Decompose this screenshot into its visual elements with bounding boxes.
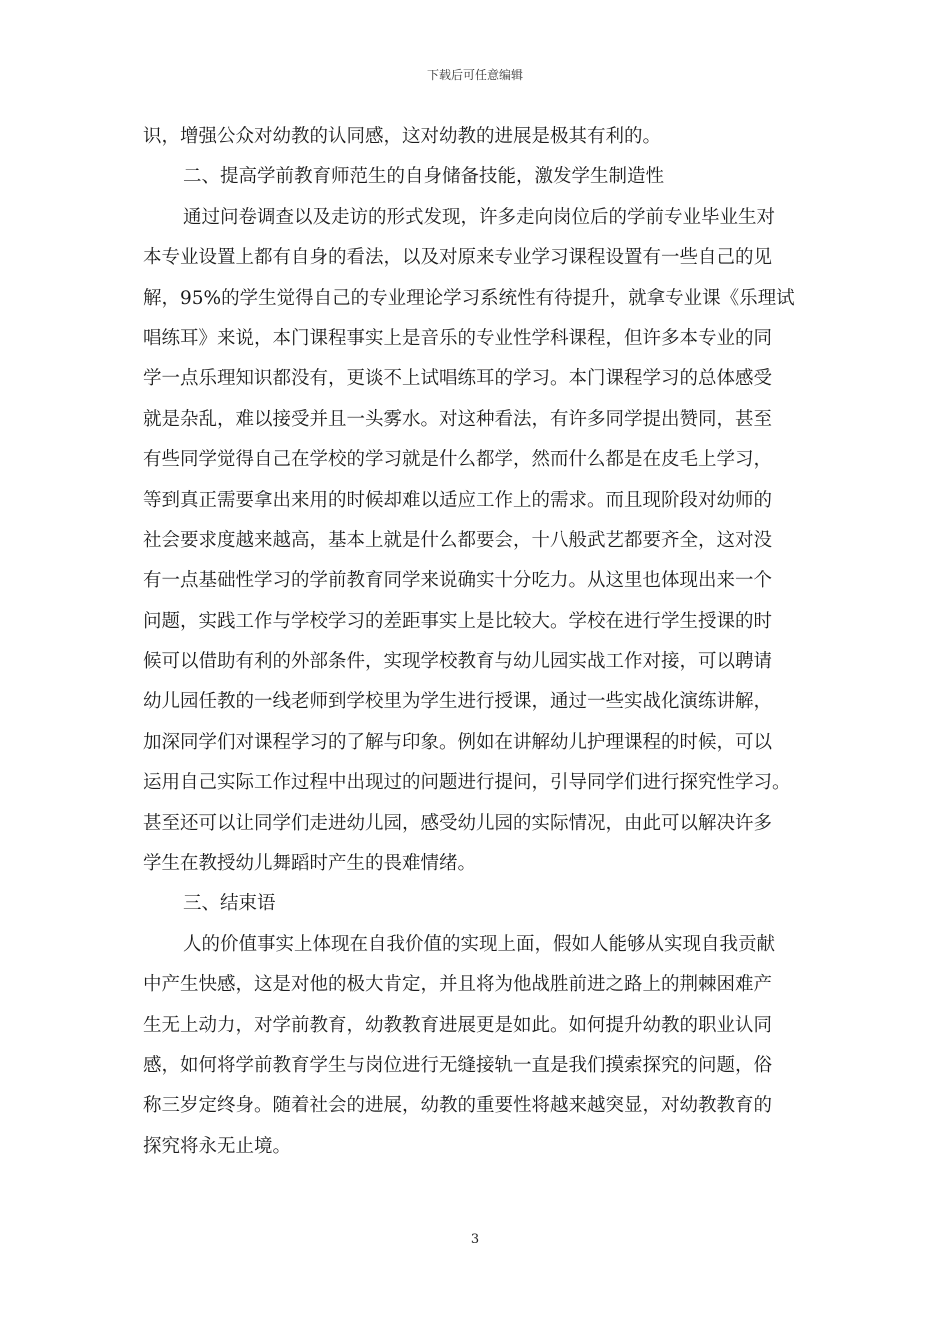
body-line: 生无上动力，对学前教育，幼教教育进展更是如此。如何提升幼教的职业认同 — [143, 1014, 773, 1036]
body-line: 学一点乐理知识都没有，更谈不上试唱练耳的学习。本门课程学习的总体感受 — [143, 368, 773, 390]
body-line: 唱练耳》来说，本门课程事实上是音乐的专业性学科课程，但许多本专业的同 — [143, 327, 773, 349]
body-line: 本专业设置上都有自身的看法，以及对原来专业学习课程设置有一些自己的见 — [143, 247, 773, 269]
body-line: 等到真正需要拿出来用的时候却难以适应工作上的需求。而且现阶段对幼师的 — [143, 489, 773, 511]
page-number: 3 — [470, 1232, 480, 1247]
paragraph-first-line: 通过问卷调查以及走访的形式发现，许多走向岗位后的学前专业毕业生对 — [183, 206, 776, 228]
body-line: 社会要求度越来越高，基本上就是什么都要会，十八般武艺都要齐全，这对没 — [143, 529, 773, 551]
body-line: 有些同学觉得自己在学校的学习就是什么都学，然而什么都是在皮毛上学习， — [143, 449, 773, 471]
page-header: 下载后可任意编辑 — [426, 68, 523, 82]
body-line: 甚至还可以让同学们走进幼儿园，感受幼儿园的实际情况，由此可以解决许多 — [143, 812, 773, 834]
body-line: 运用自己实际工作过程中出现过的问题进行提问，引导同学们进行探究性学习。 — [143, 772, 791, 794]
body-line: 加深同学们对课程学习的了解与印象。例如在讲解幼儿护理课程的时候，可以 — [143, 731, 773, 753]
body-line: 解，95%的学生觉得自己的专业理论学习系统性有待提升，就拿专业课《乐理试 — [143, 287, 795, 309]
body-line: 识，增强公众对幼教的认同感，这对幼教的进展是极其有利的。 — [143, 126, 662, 147]
body-line: 候可以借助有利的外部条件，实现学校教育与幼儿园实战工作对接，可以聘请 — [143, 651, 773, 673]
section-heading: 三、结束语 — [183, 893, 276, 915]
section-heading: 二、提高学前教育师范生的自身储备技能，激发学生制造性 — [183, 166, 665, 188]
body-line: 探究将永无止境。 — [143, 1135, 292, 1157]
body-line: 中产生快感，这是对他的极大肯定，并且将为他战胜前进之路上的荆棘困难产 — [143, 974, 773, 996]
body-line: 称三岁定终身。随着社会的进展，幼教的重要性将越来越突显，对幼教教育的 — [143, 1095, 773, 1117]
body-line: 幼儿园任教的一线老师到学校里为学生进行授课，通过一些实战化演练讲解， — [143, 691, 773, 713]
body-line: 感，如何将学前教育学生与岗位进行无缝接轨一直是我们摸索探究的问题，俗 — [143, 1054, 773, 1076]
document-body — [143, 117, 807, 1167]
body-line: 就是杂乱，难以接受并且一头雾水。对这种看法，有许多同学提出赞同，甚至 — [143, 408, 773, 430]
body-line: 有一点基础性学习的学前教育同学来说确实十分吃力。从这里也体现出来一个 — [143, 570, 773, 592]
paragraph-first-line: 人的价值事实上体现在自我价值的实现上面，假如人能够从实现自我贡献 — [183, 933, 776, 955]
body-line: 问题，实践工作与学校学习的差距事实上是比较大。学校在进行学生授课的时 — [143, 610, 773, 632]
body-line: 学生在教授幼儿舞蹈时产生的畏难情绪。 — [143, 853, 477, 875]
